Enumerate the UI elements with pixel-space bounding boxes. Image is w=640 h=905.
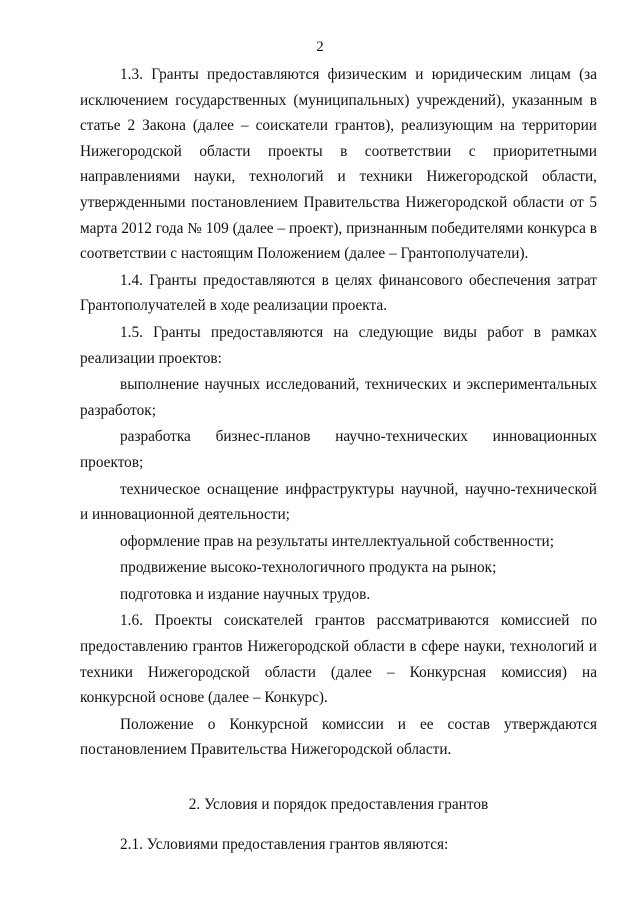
paragraph-commission: Положение о Конкурсной комиссии и ее состав утверждаются постановлением Правительства Нижегородской области. xyxy=(80,715,597,759)
page-number: 2 xyxy=(316,39,324,55)
list-item-business-plans: разработка бизнес-планов научно-технических инновационных проектов; xyxy=(80,428,597,471)
list-item-equipment: техническое оснащение инфраструктуры научной, научно-технической и инновационной деятельности; xyxy=(80,480,597,524)
paragraph-1-6: 1.6. Проекты соискателей грантов рассматриваются комиссией по предоставлению грантов Нижегородской области в сфере науки, технологий и техники Нижегородской области (далее – Конкурсная комиссия) на конкурсной основе (далее – Конкурс). xyxy=(80,612,597,707)
list-item-research: выполнение научных исследований, технических и экспериментальных разработок; xyxy=(80,376,597,419)
paragraph-1-4: 1.4. Гранты предоставляются в целях финансового обеспечения затрат Грантополучателей в ходе реализации проекта. xyxy=(80,271,597,315)
paragraph-1-3: 1.3. Гранты предоставляются физическим и юридическим лицам (за исключением государственных (муниципальных) учреждений), указанным в статье 2 Закона (далее – соискатели грантов), реализующим на территории Нижегородской области проекты в соответствии с приоритетными направлениями науки, технологий и техники Нижегородской области, утвержденными постановлением Правительства Нижегородской области от 5 марта 2012 года № 109 (далее – проект), признанным победителями конкурса в соответствии с настоящим Положением (далее – Грантополучатели). xyxy=(80,66,597,263)
list-item-promotion: продвижение высоко-технологичного продукта на рынок; xyxy=(120,559,497,577)
list-item-ip-rights: оформление прав на результаты интеллектуальной собственности; xyxy=(120,532,554,550)
section-heading: 2. Условия и порядок предоставления грантов xyxy=(188,796,489,814)
list-item-publications: подготовка и издание научных трудов. xyxy=(120,585,371,603)
paragraph-2-1: 2.1. Условиями предоставления грантов являются: xyxy=(120,835,449,853)
document-body xyxy=(80,62,597,857)
paragraph-1-5: 1.5. Гранты предоставляются на следующие виды работ в рамках реализации проектов: xyxy=(80,323,597,367)
